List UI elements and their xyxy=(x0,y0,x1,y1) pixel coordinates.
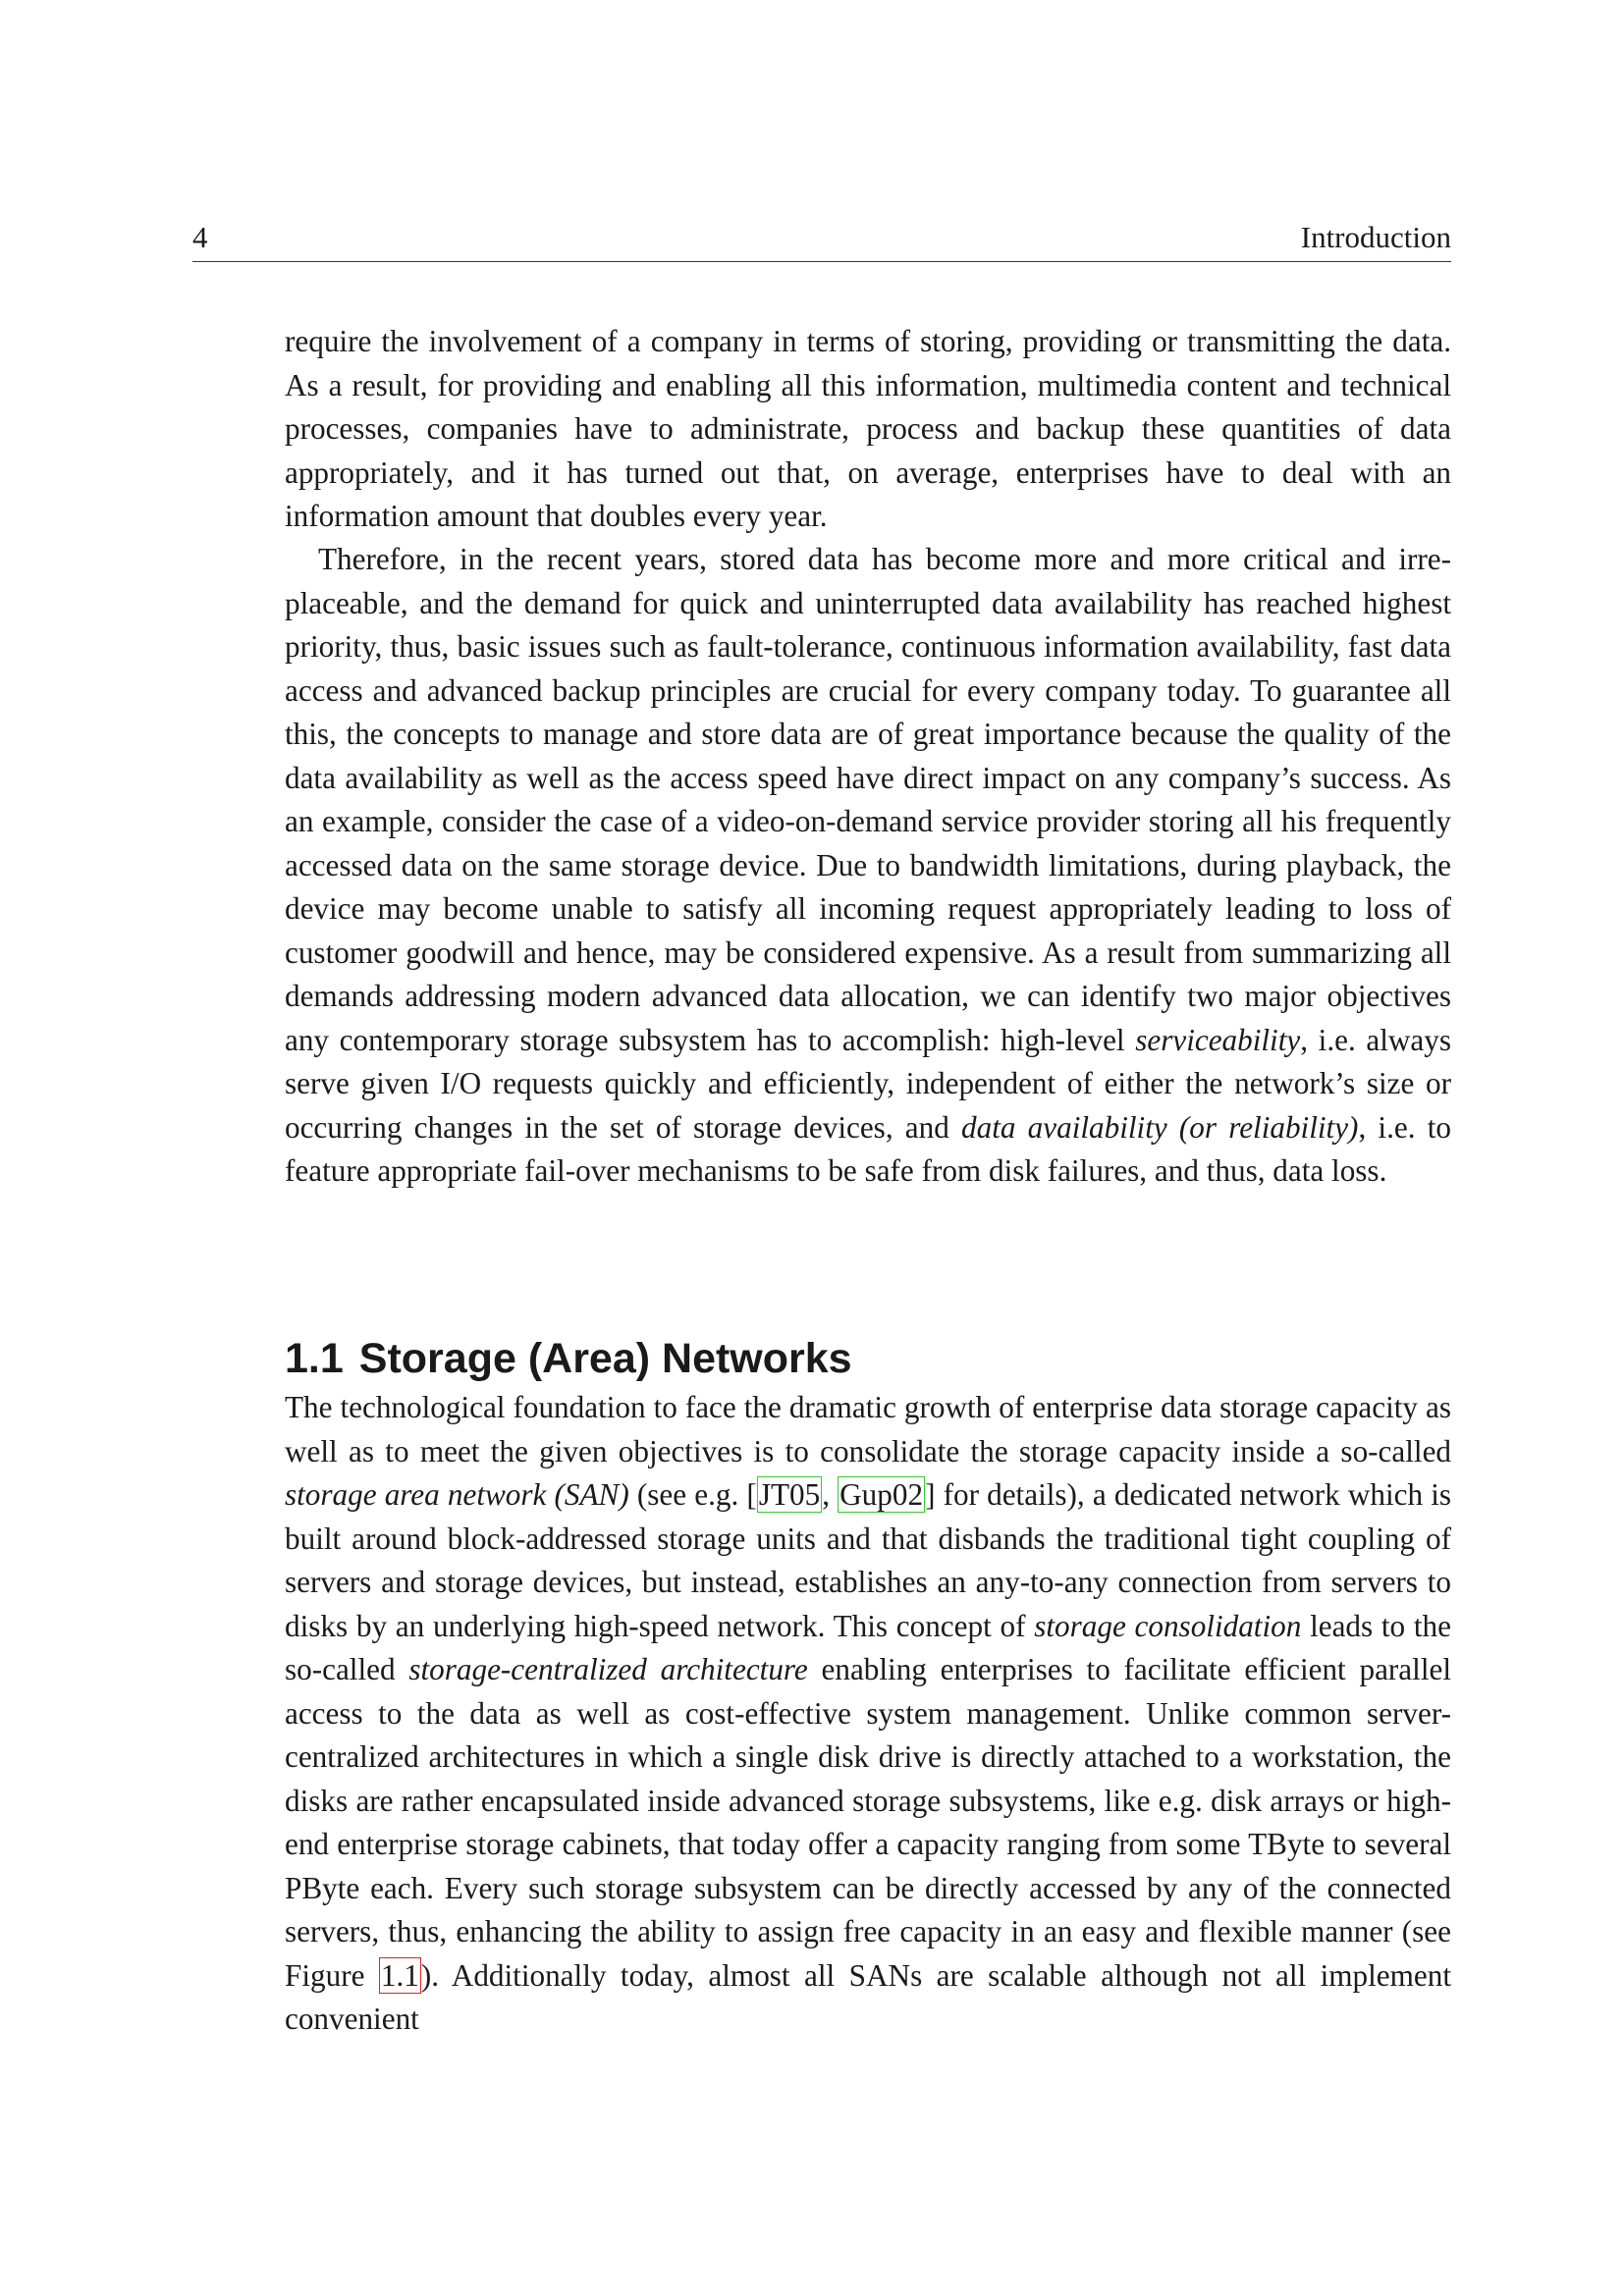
term-san: storage area network (SAN) xyxy=(285,1477,629,1512)
paragraph-3-part-1: The technological foundation to face the dramatic growth of enterprise data storage capacity as well as to meet the given objectives is to consolidate the storage capacity inside a so-called xyxy=(285,1390,1451,1468)
citation-link-jt05[interactable]: JT05 xyxy=(758,1477,821,1512)
section-heading xyxy=(285,1333,852,1384)
running-header xyxy=(192,216,1451,262)
paragraph-2-part-1: Therefore, in the recent years, stored data has become more and more critical and irreplaceable, and the demand for quick and uninterrupted data availability has reached highest priority, thus, basic issues such as fault-tolerance, continuous information availability, fast data access and advanced backup principles are crucial for every company today. To guarantee all this, the concepts to manage and store data are of great importance because the quality of the data availability as well as the access speed have direct impact on any company’s success. As an example, consider the case of a video-on-demand service provider storing all his frequently accessed data on the same storage device. Due to bandwidth limitations, during playback, the device may become unable to satisfy all incoming request appropriately leading to loss of customer goodwill and hence, may be considered expensive. As a result from summarizing all demands addressing modern advanced data allocation, we can identify two major objectives any contemporary storage subsystem has to accomplish: high-level xyxy=(285,542,1451,1057)
chapter-title: Introduction xyxy=(1300,220,1451,254)
term-storage-consolidation: storage consolidation xyxy=(1034,1608,1302,1643)
paragraph-2-part-2: , i.e. always serve given I/O requests quickly and efficiently, independent of either the network’s size or occurring changes in the set of storage devices, and xyxy=(285,1022,1451,1145)
paragraph-1 xyxy=(285,320,1451,539)
section-title: Storage (Area) Networks xyxy=(358,1334,852,1382)
paragraph-2-part-3: , i.e. to feature appropriate fail-over mechanisms to be safe from disk failures, and thus, data loss. xyxy=(285,1109,1451,1188)
paragraph-3-part-6: ). Additionally today, almost all SANs are scalable although not all implement convenient xyxy=(285,1957,1451,2036)
citation-link-gup02[interactable]: Gup02 xyxy=(839,1477,924,1512)
paragraph-2 xyxy=(285,538,1451,1194)
page-number: 4 xyxy=(192,220,208,254)
section-number: 1.1 xyxy=(285,1334,344,1382)
figure-link-1-1[interactable]: 1.1 xyxy=(380,1957,419,1993)
citation-separator: , xyxy=(822,1477,839,1512)
paragraph-3-part-5: enabling enterprises to facilitate efficient parallel access to the data as well as cost-effective system management. Unlike common server-centralized architectures in which a single disk drive is directly attached to a workstation, the disks are rather encapsulated inside advanced storage subsystems, like e.g. disk arrays or high-end enterprise storage cabinets, that today offer a capacity ranging from some TByte to several PByte each. Every such storage subsystem can be directly accessed by any of the connected servers, thus, enhancing the ability to assign free capacity in an easy and flexible manner (see Figure xyxy=(285,1652,1451,1993)
paragraph-3-part-2: (see e.g. [ xyxy=(628,1477,757,1512)
paragraph-3-text xyxy=(285,1386,1451,2042)
paragraph-1-text: require the involvement of a company in terms of storing, providing or transmitting the data. As a result, for providing and enabling all this information, multimedia content and technical processes, companies have to administrate, process and backup these quantities of data appropriately, and it has turned out that, on average, enterprises have to deal with an information amount that doubles every year. xyxy=(285,324,1451,533)
term-storage-centralized-architecture: storage-centralized architecture xyxy=(408,1652,808,1686)
term-data-availability: data availability (or reliability) xyxy=(961,1109,1359,1145)
paragraph-3-part-4: leads to the so-called xyxy=(285,1608,1451,1686)
paragraph-2-text xyxy=(285,538,1451,1194)
paragraph-3-part-3: ] for details), a dedicated network which is built around block-addressed storage units and that disbands the traditional tight coupling of servers and storage devices, but instead, establishes an any-to-any connection from servers to disks by an underlying high-speed network. This concept of xyxy=(285,1477,1452,1643)
paragraph-3 xyxy=(285,1386,1451,2042)
term-serviceability: serviceability xyxy=(1135,1022,1301,1057)
